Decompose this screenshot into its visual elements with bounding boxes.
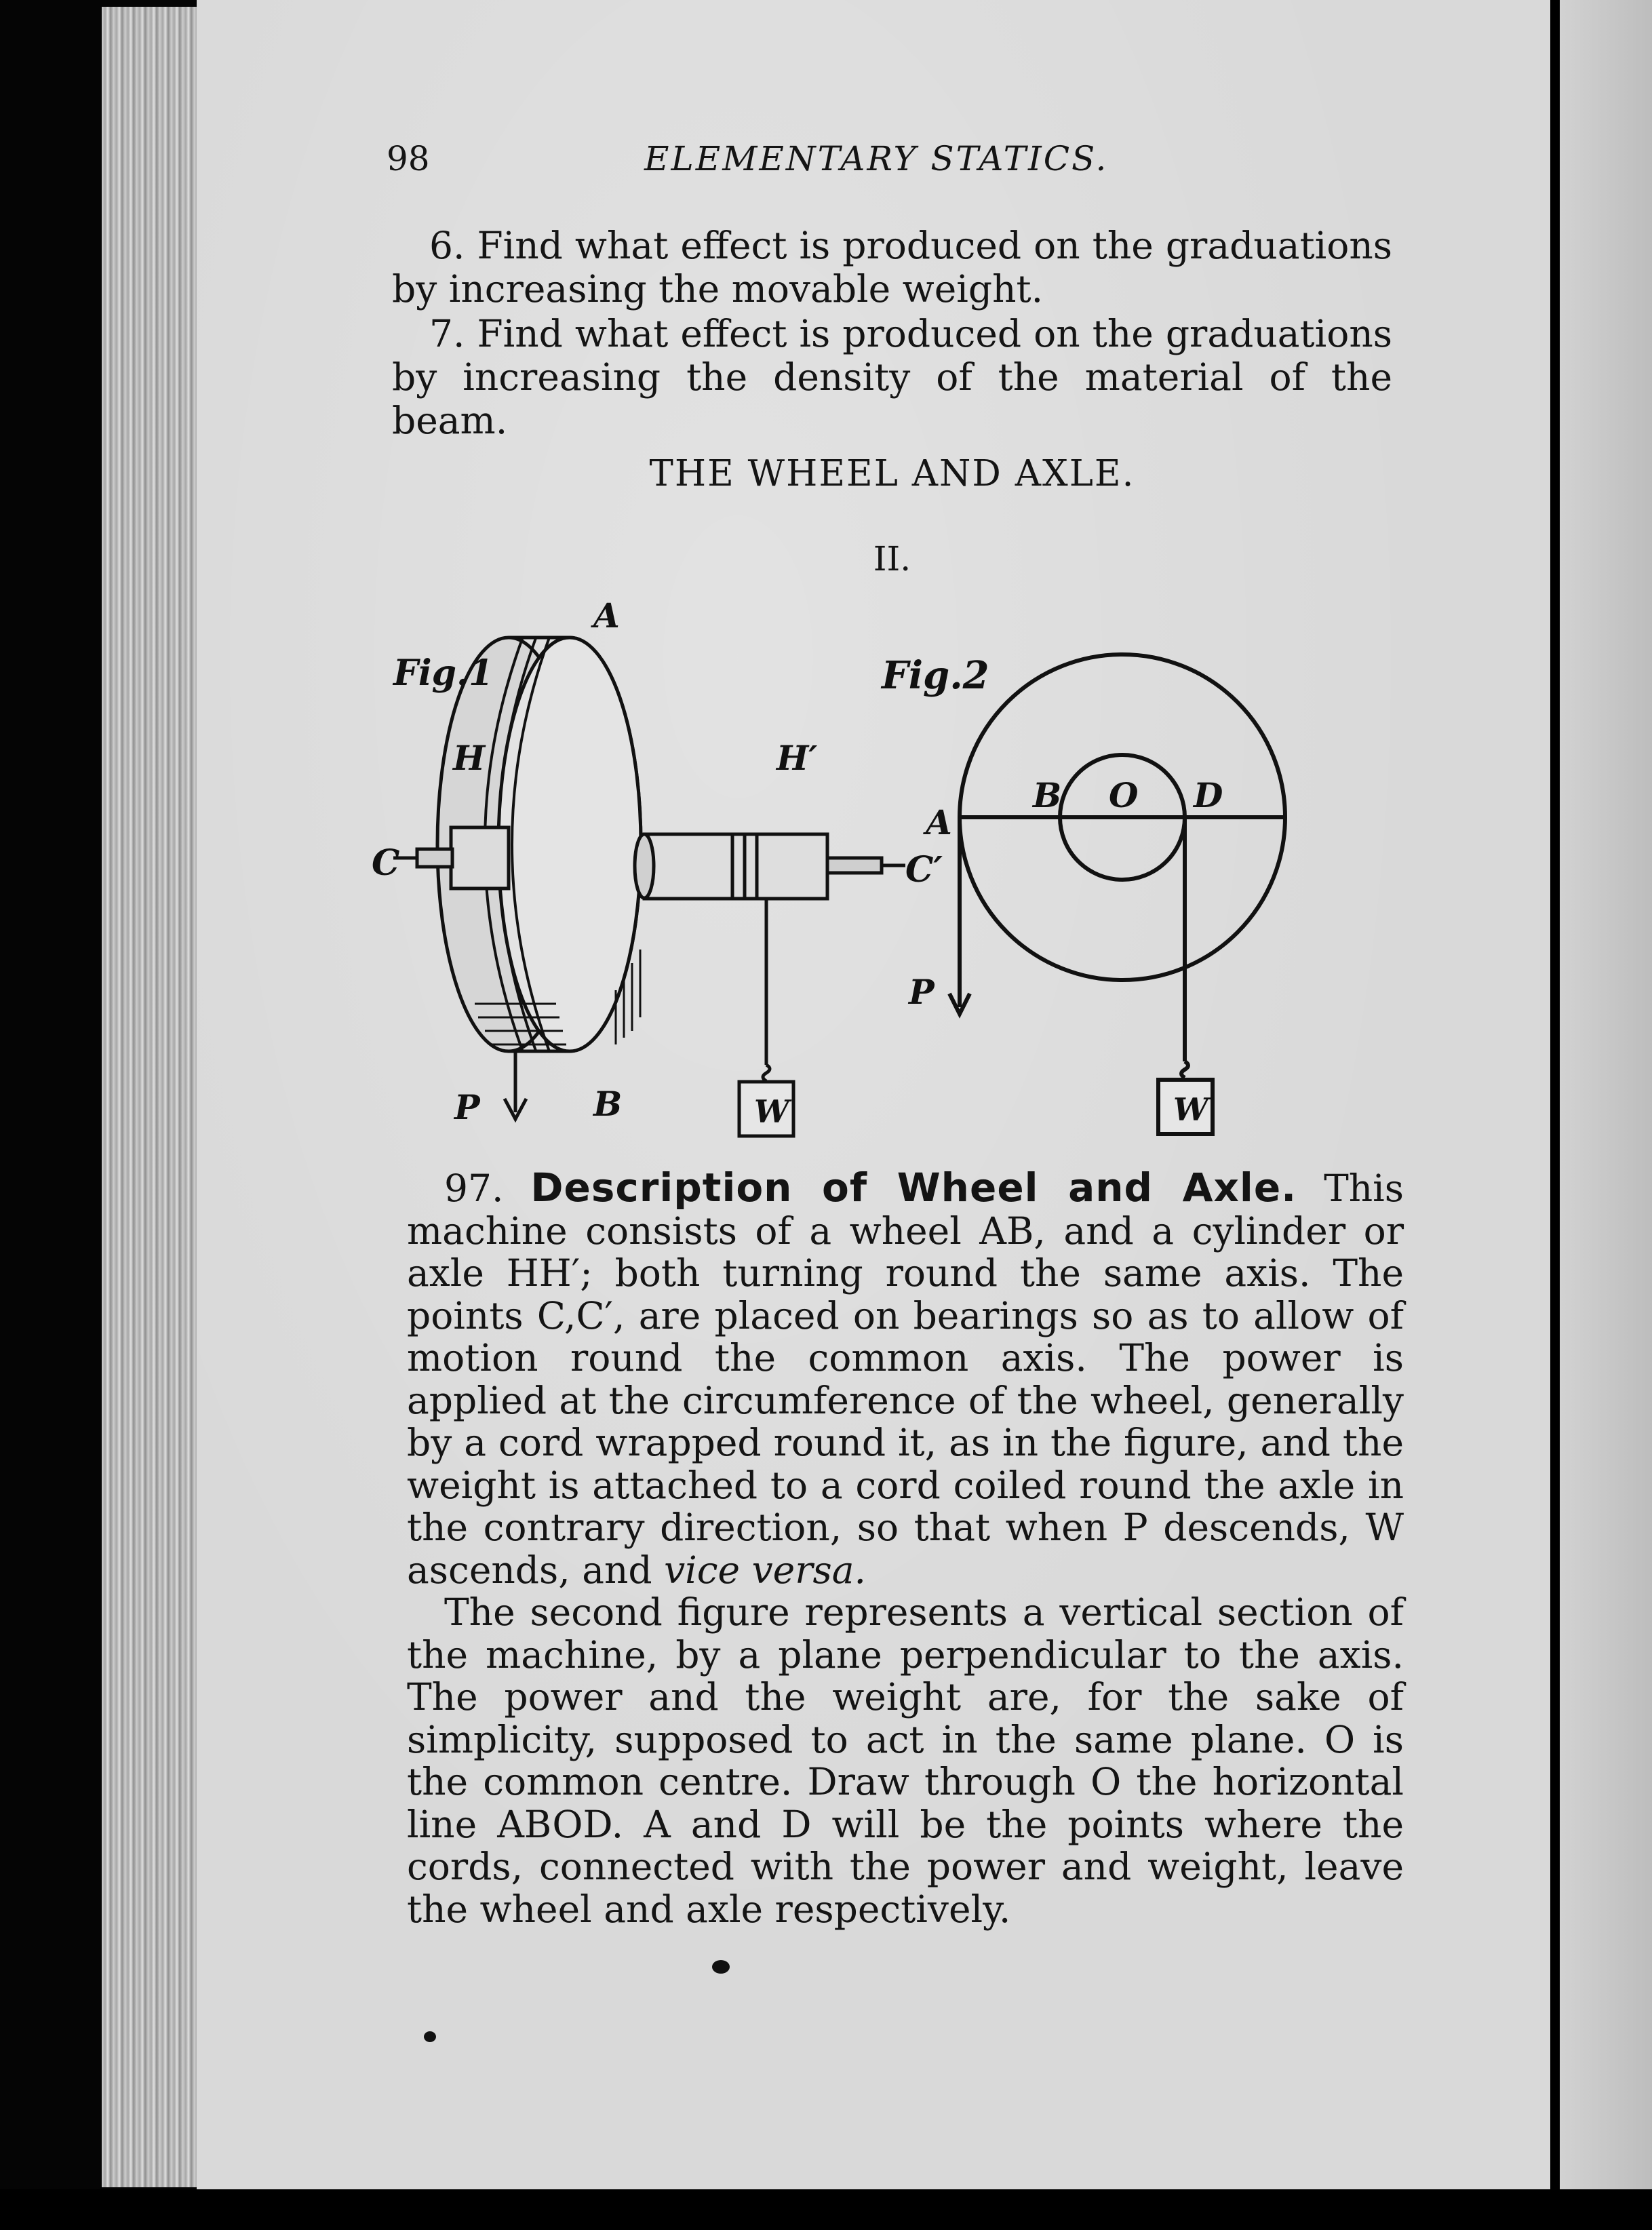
fig2-label-B: B: [1033, 775, 1062, 815]
running-title: ELEMENTARY STATICS.: [644, 139, 1109, 178]
fig1-label-P: P: [454, 1087, 480, 1127]
latin-phrase: vice versa.: [664, 1548, 867, 1592]
article-paragraph-2: The second figure represents a vertical section of the machine, by a plane perpendicular to the axis. The power and the weight are, for the sake of simplicity, supposed to act in the same plane. O is the common centre. Draw through O the horizontal line ABOD. A and D will be the points where the cords, connected with the power and weight, leave the wheel and axle respectively.: [407, 1590, 1404, 1931]
fig1-label-H-prime: H′: [776, 738, 818, 778]
fig2-drawing: [949, 654, 1285, 1134]
fig2-weight-hook: [1181, 1061, 1188, 1078]
fig1-label-C-prime: C′: [905, 849, 943, 891]
fig2-label-D: D: [1194, 775, 1223, 815]
figure-drawing: [353, 597, 1383, 1180]
fig2-label-A: A: [926, 802, 952, 842]
axle-right-end: [635, 834, 654, 898]
exercise-7: 7. Find what effect is produced on the graduations by increasing the density of the material of the beam.: [392, 312, 1392, 442]
fig1-label-H: H: [453, 738, 486, 778]
scan-border: [0, 2189, 1652, 2230]
fig2-label: Fig.2: [882, 653, 989, 698]
fig1-label: Fig.1: [393, 652, 494, 694]
article-number: 97.: [444, 1167, 504, 1210]
plate-number: II.: [873, 539, 911, 579]
fig1-label-W: W: [754, 1093, 789, 1130]
wheel-and-axle-figure: [353, 597, 1383, 1180]
ink-speck: [424, 2031, 436, 2042]
page-edges: [102, 7, 203, 2187]
fig1-weight-hook: [763, 1065, 770, 1081]
fig2-label-P: P: [909, 972, 935, 1012]
article-paragraph-1-text: This machine consists of a wheel AB, and a cylinder or axle HH′; both turning round the same axis. The points C,C′, are placed on bearings so as to allow of motion round the common axis. The power is applied at the circumference of the wheel, generally by a cord wrapped round it, as in the figure, and the weight is attached to a cord coiled round the axle in the contrary direction, so that when P descends, W ascends, and: [407, 1167, 1404, 1592]
exercise-6: 6. Find what effect is produced on the graduations by increasing the movable weight.: [392, 224, 1392, 311]
axle-right-H-prime: [644, 834, 827, 899]
ink-speck: [712, 1960, 730, 1974]
fig2-label-W: W: [1173, 1091, 1208, 1128]
section-title: THE WHEEL AND AXLE.: [649, 453, 1135, 494]
article-heading: Description of Wheel and Axle.: [530, 1165, 1297, 1211]
bearing-left-C: [417, 849, 452, 867]
bearing-right-C-prime: [827, 858, 882, 873]
facing-page-edge: [1550, 0, 1652, 2230]
article-97: [407, 1167, 1404, 1930]
fig1-label-C: C: [372, 842, 400, 884]
running-head: [387, 139, 1404, 193]
fig1-label-A: A: [593, 597, 620, 635]
article-paragraph-1: [407, 1167, 1404, 1591]
fig1-label-B: B: [593, 1084, 623, 1124]
wheel-front: [498, 638, 641, 1051]
axle-left-H: [451, 827, 509, 888]
fig2-label-O: O: [1109, 775, 1139, 815]
page-number: 98: [387, 139, 430, 178]
fig1-drawing: [393, 638, 905, 1136]
